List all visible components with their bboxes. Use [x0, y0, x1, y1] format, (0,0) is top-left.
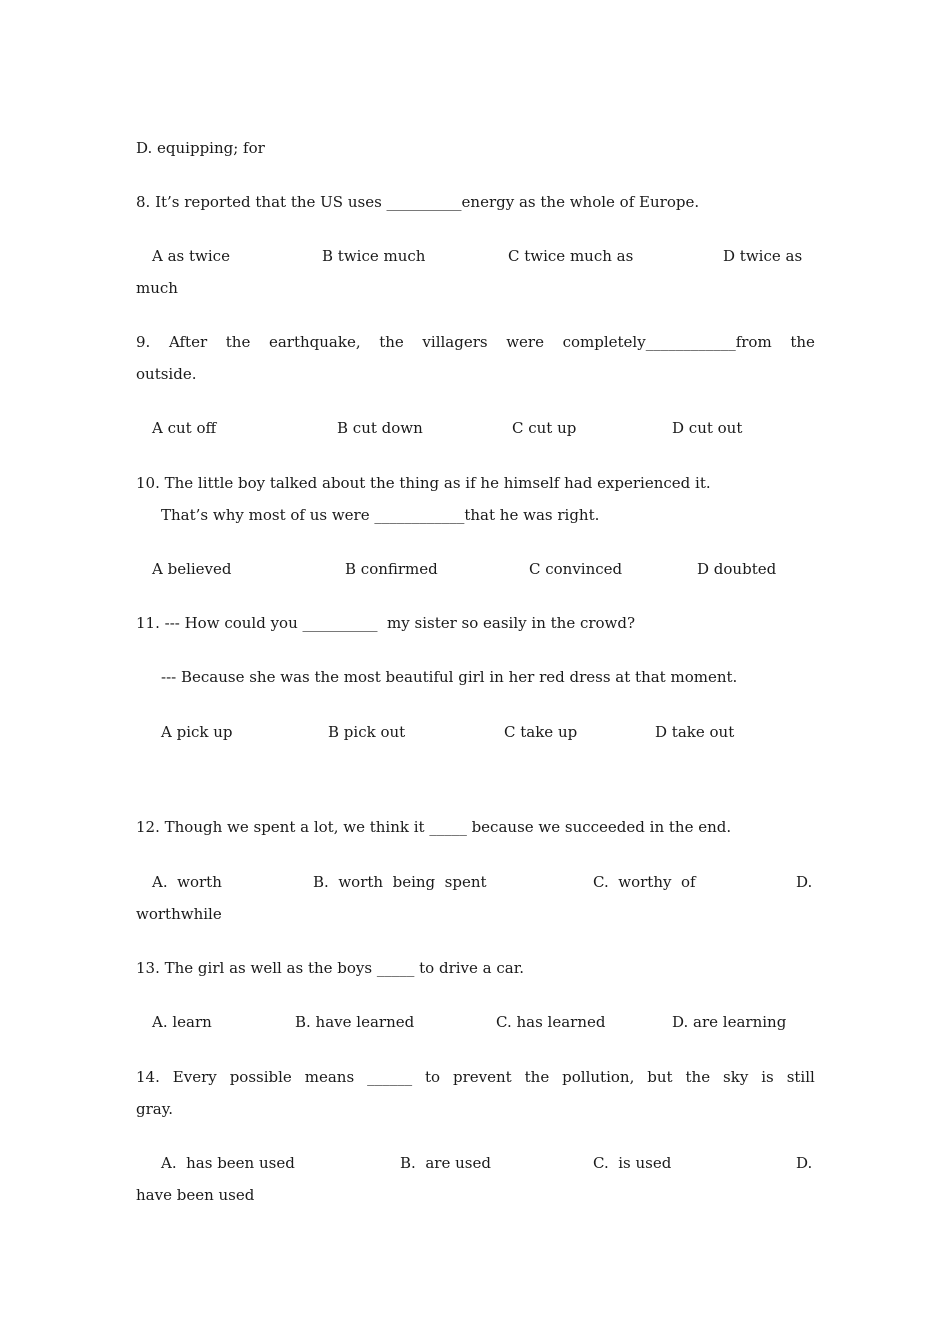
q11-option-d: D take out: [655, 723, 735, 741]
q14-word: means: [304, 1068, 355, 1086]
q14-option-b: B. are used: [400, 1154, 491, 1172]
q10-option-b: B confirmed: [345, 560, 438, 578]
q14-word: sky: [723, 1068, 749, 1086]
q14-word: the: [685, 1068, 711, 1086]
q13-option-d: D. are learning: [672, 1013, 787, 1031]
q10-stem-continued: That’s why most of us were ____________that he was right.: [161, 506, 600, 524]
q11-option-c: C take up: [504, 723, 578, 741]
q14-word: possible: [229, 1068, 292, 1086]
q9-word: earthquake,: [268, 333, 361, 351]
q8-stem: 8. It’s reported that the US uses __________energy as the whole of Europe.: [136, 193, 700, 211]
q10-stem: 10. The little boy talked about the thing as if he himself had experienced it.: [136, 474, 711, 492]
q14-word: Every: [172, 1068, 217, 1086]
q14-word: to: [425, 1068, 441, 1086]
q9-word: villagers: [422, 333, 488, 351]
q9-stem: [136, 332, 815, 352]
q10-option-a: A believed: [152, 560, 232, 578]
q12-stem: 12. Though we spent a lot, we think it _____ because we succeeded in the end.: [136, 818, 732, 836]
q14-word: the: [524, 1068, 550, 1086]
q14-word: 14.: [136, 1068, 160, 1086]
q12-option-d: D.: [796, 873, 813, 891]
q8-option-d-continued: much: [136, 279, 178, 297]
q8-option-d: D twice as: [723, 247, 803, 265]
q14-stem-continued: gray.: [136, 1100, 173, 1118]
q14-word: is: [761, 1068, 774, 1086]
q9-word: the: [790, 333, 815, 351]
q14-option-d: D.: [796, 1154, 813, 1172]
q9-option-c: C cut up: [512, 419, 577, 437]
q14-word: still: [786, 1068, 815, 1086]
q14-option-a: A. has been used: [161, 1154, 295, 1172]
q13-stem: 13. The girl as well as the boys _____ to drive a car.: [136, 959, 525, 977]
q14-option-d-continued: have been used: [136, 1186, 255, 1204]
q12-option-a: A. worth: [152, 873, 222, 891]
q12-option-c: C. worthy of: [593, 873, 696, 891]
q14-word: but: [647, 1068, 673, 1086]
q9-word: the: [225, 333, 251, 351]
q9-option-a: A cut off: [152, 419, 217, 437]
q11-stem: 11. --- How could you __________ my sister so easily in the crowd?: [136, 614, 636, 632]
q10-option-c: C convinced: [529, 560, 623, 578]
q13-option-c: C. has learned: [496, 1013, 606, 1031]
q10-option-d: D doubted: [697, 560, 777, 578]
q9-word: 9.: [136, 333, 151, 351]
q9-word: completely____________from: [562, 333, 772, 351]
q11-option-a: A pick up: [161, 723, 233, 741]
q13-option-b: B. have learned: [295, 1013, 415, 1031]
q14-word: prevent: [453, 1068, 512, 1086]
q9-stem-continued: outside.: [136, 365, 197, 383]
q9-option-d: D cut out: [672, 419, 743, 437]
q11-reply: --- Because she was the most beautiful girl in her red dress at that moment.: [161, 668, 738, 686]
q9-word: the: [379, 333, 404, 351]
q12-option-b: B. worth being spent: [313, 873, 487, 891]
q12-option-d-continued: worthwhile: [136, 905, 222, 923]
q11-option-b: B pick out: [328, 723, 406, 741]
q13-option-a: A. learn: [152, 1013, 212, 1031]
prev-option-d: D. equipping; for: [136, 139, 265, 157]
q9-word: were: [506, 333, 544, 351]
q9-word: After: [168, 333, 208, 351]
q8-option-b: B twice much: [322, 247, 426, 265]
q8-option-c: C twice much as: [508, 247, 634, 265]
q14-word: pollution,: [562, 1068, 635, 1086]
q14-word: ______: [367, 1068, 413, 1086]
q9-option-b: B cut down: [337, 419, 423, 437]
q14-option-c: C. is used: [593, 1154, 672, 1172]
q14-stem: [136, 1067, 815, 1087]
q8-option-a: A as twice: [152, 247, 230, 265]
